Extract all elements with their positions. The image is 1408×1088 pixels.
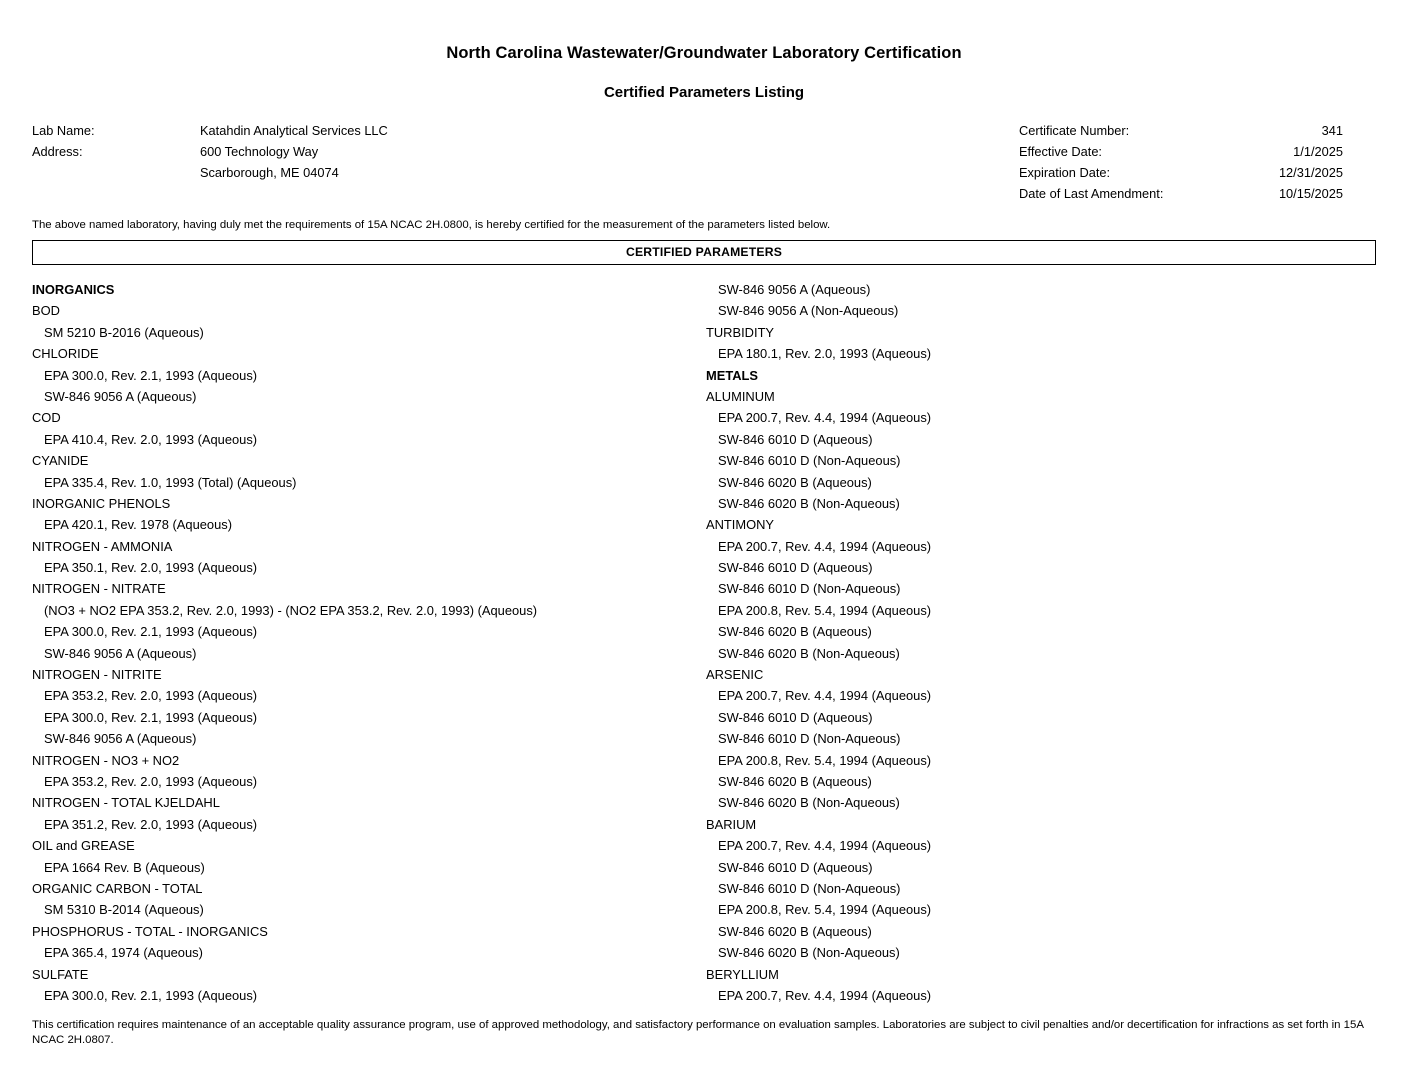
method-entry: EPA 200.7, Rev. 4.4, 1994 (Aqueous) [718, 538, 932, 554]
effective-date-label: Effective Date: [1019, 144, 1102, 159]
method-entry: SW-846 6010 D (Non-Aqueous) [718, 453, 901, 469]
address-row-1 [32, 144, 388, 165]
method-entry: SW-846 6020 B (Aqueous) [718, 624, 872, 640]
parameters-right-column [706, 279, 1366, 1006]
lab-name-label: Lab Name: [32, 123, 95, 138]
footer-note: This certification requires maintenance of an acceptable quality assurance program, use of approved methodology, and satisfactory performance on evaluation samples. Laboratories are subject to civil penalties and/or decertification for infractions as set forth in 15A NCAC 2H.0807. [32, 1019, 1364, 1046]
parameter-name: BARIUM [706, 816, 757, 832]
parameter-name: NITROGEN - TOTAL KJELDAHL [32, 795, 220, 811]
last-amendment-row [1019, 186, 1343, 207]
metadata-section [0, 123, 1408, 213]
method-entry: SW-846 9056 A (Aqueous) [718, 282, 871, 297]
parameter-name: OIL and GREASE [32, 838, 135, 854]
address-row-2 [32, 165, 388, 186]
method-entry: SW-846 6020 B (Aqueous) [718, 773, 872, 789]
effective-date-row [1019, 144, 1343, 165]
method-entry: EPA 200.7, Rev. 4.4, 1994 (Aqueous) [718, 838, 932, 854]
method-entry: SW-846 6020 B (Non-Aqueous) [718, 495, 900, 511]
method-entry: EPA 1664 Rev. B (Aqueous) [44, 859, 205, 875]
method-entry: SW-846 9056 A (Aqueous) [44, 731, 197, 747]
parameter-name: ORGANIC CARBON - TOTAL [32, 880, 203, 896]
method-entry: EPA 410.4, Rev. 2.0, 1993 (Aqueous) [44, 431, 258, 447]
certification-statement: The above named laboratory, having duly met the requirements of 15A NCAC 2H.0800, is hereby certified for the measurement of the parameters listed below. [32, 219, 831, 231]
method-entry: SM 5310 B-2014 (Aqueous) [44, 902, 204, 918]
method-entry: SW-846 6020 B (Non-Aqueous) [718, 945, 900, 961]
certificate-number-label: Certificate Number: [1019, 123, 1130, 138]
parameters-left-column [32, 279, 692, 1006]
parameter-name: ARSENIC [706, 667, 764, 683]
address-label: Address: [32, 144, 83, 159]
method-entry: SW-846 6020 B (Non-Aqueous) [718, 795, 900, 811]
parameter-name: CYANIDE [32, 453, 89, 469]
parameter-name: NITROGEN - NITRITE [32, 667, 162, 683]
expiration-date-value: 12/31/2025 [1278, 165, 1343, 180]
method-entry: SW-846 9056 A (Aqueous) [44, 645, 197, 661]
method-entry: EPA 200.8, Rev. 5.4, 1994 (Aqueous) [718, 602, 932, 618]
parameters-columns [0, 279, 1408, 1019]
address-line-2: Scarborough, ME 04074 [200, 165, 339, 180]
category-heading: INORGANICS [32, 282, 115, 297]
method-entry: SW-846 6010 D (Non-Aqueous) [718, 581, 901, 597]
certificate-number-value: 341 [1321, 123, 1343, 138]
parameter-name: TURBIDITY [706, 324, 775, 340]
method-entry: SW-846 9056 A (Non-Aqueous) [718, 303, 899, 319]
parameter-name: ANTIMONY [706, 517, 775, 533]
parameter-name: NITROGEN - AMMONIA [32, 538, 173, 554]
method-entry: SW-846 6010 D (Aqueous) [718, 709, 873, 725]
method-entry: EPA 300.0, Rev. 2.1, 1993 (Aqueous) [44, 624, 258, 640]
parameter-name: SULFATE [32, 966, 89, 982]
method-entry: EPA 200.8, Rev. 5.4, 1994 (Aqueous) [718, 752, 932, 768]
method-entry: EPA 353.2, Rev. 2.0, 1993 (Aqueous) [44, 773, 258, 789]
certificate-number-row [1019, 123, 1343, 144]
method-entry: EPA 300.0, Rev. 2.1, 1993 (Aqueous) [44, 987, 258, 1003]
parameter-name: COD [32, 410, 61, 426]
method-entry: SW-846 6010 D (Aqueous) [718, 560, 873, 576]
method-entry: SM 5210 B-2016 (Aqueous) [44, 324, 204, 340]
lab-name-row [32, 123, 388, 144]
method-entry: SW-846 6020 B (Aqueous) [718, 474, 872, 490]
parameter-name: CHLORIDE [32, 346, 99, 362]
method-entry: EPA 365.4, 1974 (Aqueous) [44, 945, 203, 961]
parameter-name: BERYLLIUM [706, 966, 779, 982]
page-subtitle: Certified Parameters Listing [603, 84, 805, 101]
parameter-name: NITROGEN - NO3 + NO2 [32, 752, 180, 768]
parameter-name: BOD [32, 303, 60, 319]
method-entry: SW-846 6020 B (Aqueous) [718, 923, 872, 939]
method-entry: (NO3 + NO2 EPA 353.2, Rev. 2.0, 1993) - (NO2 EPA 353.2, Rev. 2.0, 1993) (Aqueous) [44, 602, 538, 618]
parameter-name: PHOSPHORUS - TOTAL - INORGANICS [32, 923, 268, 939]
method-entry: EPA 350.1, Rev. 2.0, 1993 (Aqueous) [44, 560, 258, 576]
address-line-1: 600 Technology Way [200, 144, 319, 159]
method-entry: EPA 300.0, Rev. 2.1, 1993 (Aqueous) [44, 709, 258, 725]
title-block [0, 0, 1408, 101]
method-entry: EPA 351.2, Rev. 2.0, 1993 (Aqueous) [44, 816, 258, 832]
category-heading: METALS [706, 367, 759, 383]
last-amendment-value: 10/15/2025 [1278, 186, 1343, 201]
expiration-date-label: Expiration Date: [1019, 165, 1111, 180]
method-entry: SW-846 6010 D (Non-Aqueous) [718, 731, 901, 747]
page-title: North Carolina Wastewater/Groundwater Laboratory Certification [446, 44, 962, 62]
method-entry: EPA 335.4, Rev. 1.0, 1993 (Total) (Aqueous) [44, 474, 297, 490]
method-entry: SW-846 9056 A (Aqueous) [44, 388, 197, 404]
method-entry: EPA 200.7, Rev. 4.4, 1994 (Aqueous) [718, 688, 932, 704]
lab-info-block [32, 123, 388, 186]
certified-parameters-banner: CERTIFIED PARAMETERS [32, 240, 1376, 265]
parameter-name: ALUMINUM [706, 388, 775, 404]
method-entry: SW-846 6010 D (Aqueous) [718, 431, 873, 447]
certificate-info-block [1019, 123, 1343, 207]
method-entry: EPA 420.1, Rev. 1978 (Aqueous) [44, 517, 232, 533]
last-amendment-label: Date of Last Amendment: [1019, 186, 1164, 201]
method-entry: SW-846 6010 D (Non-Aqueous) [718, 880, 901, 896]
expiration-date-row [1019, 165, 1343, 186]
method-entry: EPA 200.7, Rev. 4.4, 1994 (Aqueous) [718, 410, 932, 426]
method-entry: SW-846 6010 D (Aqueous) [718, 859, 873, 875]
method-entry: SW-846 6020 B (Non-Aqueous) [718, 645, 900, 661]
effective-date-value: 1/1/2025 [1293, 144, 1343, 159]
parameter-name: INORGANIC PHENOLS [32, 495, 171, 511]
lab-name-value: Katahdin Analytical Services LLC [200, 123, 388, 138]
method-entry: EPA 200.8, Rev. 5.4, 1994 (Aqueous) [718, 902, 932, 918]
method-entry: EPA 353.2, Rev. 2.0, 1993 (Aqueous) [44, 688, 258, 704]
method-entry: EPA 300.0, Rev. 2.1, 1993 (Aqueous) [44, 367, 258, 383]
method-entry: EPA 200.7, Rev. 4.4, 1994 (Aqueous) [718, 987, 932, 1003]
method-entry: EPA 180.1, Rev. 2.0, 1993 (Aqueous) [718, 346, 932, 362]
parameter-name: NITROGEN - NITRATE [32, 581, 166, 597]
